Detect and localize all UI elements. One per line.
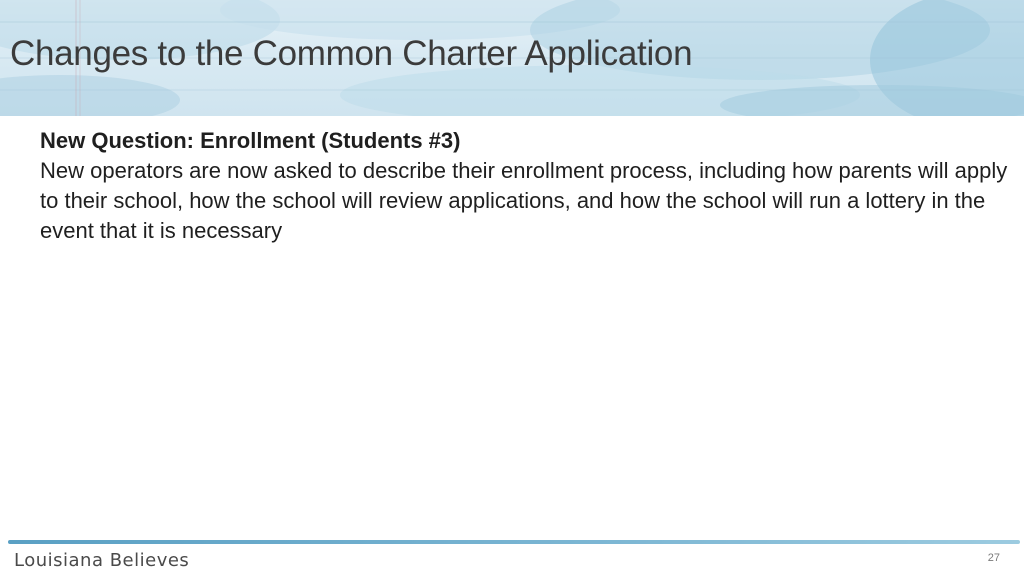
content-heading: New Question: Enrollment (Students #3) xyxy=(40,128,461,153)
louisiana-believes-logo: Louisiana Believes xyxy=(14,550,190,571)
footer-divider xyxy=(8,540,1020,544)
content-block xyxy=(40,126,1008,246)
slide-title: Changes to the Common Charter Application xyxy=(10,34,693,73)
header-watercolor-band xyxy=(0,0,1024,116)
content-paragraph: New operators are now asked to describe their enrollment process, including how parents will apply to their school, how the school will review applications, and how the school will run a lottery in the event that it is necessary xyxy=(40,158,1008,243)
page-number: 27 xyxy=(987,552,1000,564)
